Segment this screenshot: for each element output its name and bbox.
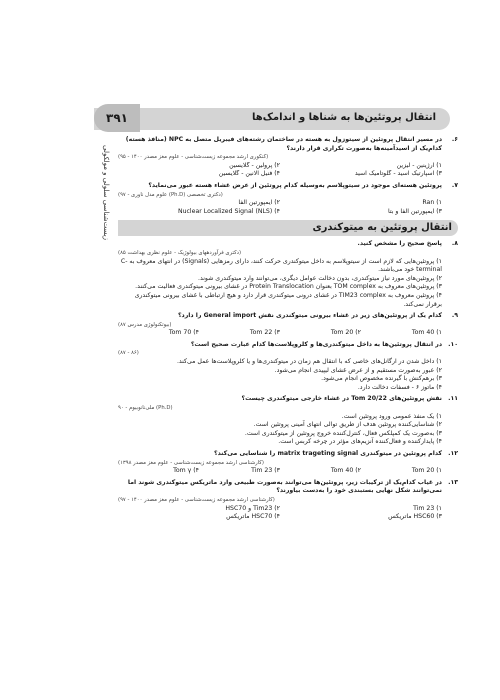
option: ۱) Tom 40	[411, 329, 442, 337]
content	[118, 136, 458, 525]
question-number: ۷.	[451, 181, 458, 189]
question-7	[118, 182, 458, 216]
question-text: پروتئین هسته‌ای موجود در سیتوپلاسم به‌وسیله کدام پروتئین از عرض غشاء هسته عبور می‌نماید؟	[148, 181, 442, 189]
question-number: ۱۲.	[448, 450, 458, 457]
option: ۱) Ran	[422, 199, 442, 207]
question-number: ۶.	[451, 136, 458, 143]
option: ۴) Tom 70	[168, 329, 199, 337]
option: ۳) HSC60 ماتریکس	[388, 513, 442, 521]
option: ۳) به‌صورت یک کمپلکس فعال، کنترل‌کننده خروج پروتئین از میتوکندری است.	[244, 429, 442, 437]
question-source: (دکتری فرآوردههای بیولوژیک - علوم نظری بهداشت ۸۵)	[118, 249, 242, 256]
question-number: ۸.	[451, 240, 458, 248]
option: ۱) Tim 23	[413, 504, 442, 512]
question-text: در انتقال پروتئین‌ها به داخل میتوکندری‌ها و کلروپلاست‌ها کدام عبارت صحیح است؟	[190, 340, 442, 348]
question-source: (Ph.D) ملی‌نانوبیوم - ۹۰	[118, 405, 173, 412]
option: ۱) یک منفذ عمومی ورود پروتئین است.	[341, 412, 442, 420]
question-text: در مسیر انتقال پروتئین از سیتوزول به هسته در ساختمان رشته‌های فیبریل متصل به NPC (منافذ هسته) کدام‌یک از اسیدآمینه‌ها به‌صورت تکراری قرار دارند؟	[125, 136, 442, 152]
option: ۳) ایمپورتین آلفا و بتا	[387, 207, 442, 215]
side-running-title: زیست‌شناسی سلولی و مولکولی	[102, 144, 110, 240]
question-text: پاسخ صحیح را مشخص کنید.	[357, 240, 442, 248]
question-number: ۱۳.	[448, 478, 458, 486]
option: ۴) پایدار‌کننده و فعال‌کننده آنزیم‌های مؤثر در چرخه کربس است.	[278, 438, 442, 446]
option: ۲) Tim23 و HSC70	[225, 504, 280, 512]
question-source: (۸۶ - ۸۷)	[118, 350, 139, 357]
question-10	[118, 341, 458, 393]
question-text: کدام یک از پروتئین‌های زیر در غشاء بیرونی میتوکندری نقش General import را دارد؟	[177, 312, 442, 320]
question-8	[118, 240, 458, 309]
question-number: ۱۰.	[448, 340, 458, 348]
option: ۲) پرولین - گلایسین	[229, 161, 280, 169]
option: ۱) پروتئین‌هایی که لازم است از سیتوپلاسم به داخل میتوکندری حرکت کنند، دارای رمزهایی (Signals) در انتهای معروف به C-terminal خود می‌باشند.	[120, 257, 442, 274]
option: ۳) آسپارتیک اسید - گلوتامیک اسید	[354, 170, 442, 178]
option: ۲) عبور به‌صورت مستقیم و از عرض غشای لیپیدی انجام می‌شود.	[274, 366, 442, 374]
question-9	[118, 312, 458, 338]
question-text: نقش پروتئین‌های Tom 20/22 در غشاء خارجی میتوکندری چیست؟	[241, 395, 442, 403]
page-number: ۳۹۱	[94, 104, 140, 132]
question-13	[118, 479, 458, 522]
option: ۳) Tim 23	[251, 467, 280, 475]
question-source: (کارشناسی ارشد مجموعه زیست‌شناسی - علوم مغز مصدر ۱۳۹۸)	[118, 459, 264, 466]
question-source: (دکتری تخصصی (Ph.D) علوم مدل ناوری - ۹۷)	[118, 191, 223, 198]
question-text: کدام پروتئین در میتوکندری matrix trageting signal را شناسایی می‌کند؟	[213, 450, 442, 457]
question-source: (کنکوری ارشد مجموعه زیست‌شناسی - علوم مغز مصدر ۱۴۰۰ - ۹۵)	[118, 154, 269, 161]
option: ۴) فنیل آلانین - گلایسین	[218, 170, 280, 178]
option: ۱) Tom 20	[411, 467, 442, 475]
option: ۴) HSC70 ماتریکس	[226, 513, 280, 521]
chapter-header	[94, 108, 450, 130]
option: ۴) پروتئین معروف به TIM23 complex در غشای درونی میتوکندری قرار دارد و هیچ ارتباطی با غشای بیرونی میتوکندری برقرار نمی‌کند.	[134, 291, 442, 308]
question-number: ۹.	[451, 312, 458, 320]
question-11	[118, 395, 458, 447]
option: ۳) پروتئین‌های معروف به TOM complex بعنوان Protein Translocation در غشای بیرونی میتوکندری فعالیت می‌کنند.	[135, 283, 442, 291]
question-12	[118, 450, 458, 476]
option: ۴) ماتوز ۶ - فسفات دخالت دارد.	[357, 383, 442, 391]
option: ۴) Nuclear Localized Signal (NLS)	[177, 207, 280, 215]
option: ۲) پروتئین‌های مورد نیاز میتوکندری، بدون دخالت عوامل دیگری، می‌توانند وارد میتوکندری شوند.	[197, 274, 442, 282]
question-number: ۱۱.	[448, 395, 458, 403]
option: ۱) داخل شدن در ارگانل‌های خاصی که با انتقال هم زمان در میتوکندری‌ها و یا کلروپلاست‌ها عمل می‌کند.	[176, 358, 442, 366]
question-source: (بیوتکنولوژی مدرس ۸۷)	[118, 321, 172, 328]
option: ۳) Tom 22	[249, 329, 280, 337]
option: ۲) Tom 40	[330, 467, 361, 475]
question-6	[118, 136, 458, 179]
option: ۱) آرژینین - لیزین	[396, 161, 442, 169]
chapter-title: انتقال پروتئین‌ها به شناها و اندامک‌ها	[252, 112, 436, 123]
section-heading: انتقال پروتئین به میتوکندری	[118, 220, 458, 236]
question-text: در غیاب کدام‌یک از ترکیبات زیر، پروتئین‌ها می‌توانند به‌صورت طبیعی وارد ماتریکس میتوکندری شوند اما نمی‌توانند شکل نهایی بستبندی خود را به‌دست بیاورند؟	[127, 478, 442, 495]
option: ۴) Tom γ	[173, 467, 199, 475]
option: ۳) برهم‌کنش با گیرنده مخصوص انجام می‌شود.	[321, 375, 442, 383]
option: ۲) شناسایی‌کننده پروتئین هدف از طریق توالی انتهای آمینی پروتئین است.	[253, 421, 442, 429]
option: ۲) Tom 20	[330, 329, 361, 337]
question-source: (کارشناسی ارشد مجموعه زیست‌شناسی - علوم مغز مصدر ۱۴۰۰ - ۹۷)	[118, 496, 275, 503]
option: ۲) ایمپورتین آلفا	[238, 199, 280, 207]
